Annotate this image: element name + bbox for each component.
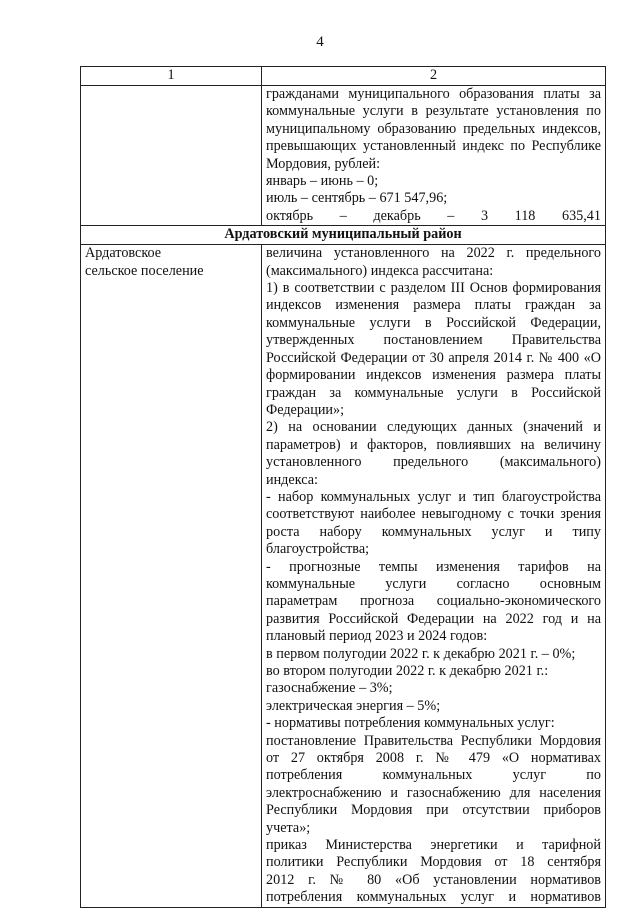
text-line: Мордовия, рублей: — [266, 155, 381, 172]
text-line: от 27 октября 2008 г. № 479 «О нормативах — [266, 750, 601, 767]
continuation-text-cell — [262, 86, 606, 226]
text-line: - нормативы потребления коммунальных услуг: — [266, 715, 555, 732]
text-line: развития Российской Федерации на 2022 год и на — [266, 610, 601, 627]
text-line: установленного предельного (максимального) — [266, 454, 601, 471]
column-number-2: 2 — [262, 67, 606, 86]
text-line: (максимального) индекса рассчитана: — [266, 262, 494, 279]
text-line: постановление Правительства Республики Мордовия — [266, 732, 601, 749]
entry-text-cell — [262, 245, 606, 907]
text-line: утвержденных постановлением Правительства — [266, 332, 601, 349]
text-line: 2012 г. № 80 «Об установлении нормативов — [266, 871, 601, 888]
text-line: муниципальному образованию предельных индексов, — [266, 120, 601, 137]
continuation-left-cell — [81, 86, 262, 226]
text-line: формировании индексов изменения размера платы — [266, 367, 601, 384]
table-row-entry — [81, 245, 606, 907]
text-line: гражданами муниципального образования платы за — [266, 86, 601, 102]
text-line: индекса: — [266, 471, 318, 488]
text-line: учета»; — [266, 819, 311, 836]
text-line: благоустройства; — [266, 541, 370, 558]
text-line: коммунальные услуги в результате установления по — [266, 103, 601, 120]
text-line: - набор коммунальных услуг и тип благоустройства — [266, 488, 601, 505]
text-line: величина установленного на 2022 г. предельного — [266, 245, 601, 262]
text-line: во втором полугодии 2022 г. к декабрю 2021 г.: — [266, 663, 549, 679]
text-line: роста набору коммунальных услуг и типу — [266, 523, 601, 540]
text-line: электрическая энергия – 5%; — [266, 697, 441, 714]
text-line: граждан за коммунальные услуги в Российской — [266, 384, 601, 401]
text-line: плановый период 2023 и 2024 годов: — [266, 628, 488, 645]
text-line: январь – июнь – 0; — [266, 173, 379, 190]
text-line: коммунальные услуги в Российской Федерации, — [266, 314, 601, 331]
text-line: соответствуют наиболее невыгодному с точки зрения — [266, 506, 601, 523]
text-line: параметрам прогноза социально-экономического — [266, 593, 601, 610]
text-line: индексов изменения размера платы граждан за — [266, 297, 601, 314]
text-line: июль – сентябрь – 671 547,96; — [266, 190, 448, 207]
text-line: политики Республики Мордовия от 18 сентября — [266, 854, 601, 871]
page-number: 4 — [316, 34, 324, 50]
table-header-row — [81, 67, 606, 86]
text-line: электроснабжению и газоснабжению для населения — [266, 784, 601, 801]
text-line: параметров) и факторов, повлиявших на величину — [266, 436, 601, 453]
document-table — [80, 66, 606, 908]
municipality-name-line: Ардатовское — [85, 245, 162, 262]
text-line: в первом полугодии 2022 г. к декабрю 2021 г. – 0%; — [266, 645, 576, 662]
text-line: Федерации»; — [266, 401, 345, 418]
text-line: октябрь – декабрь – 3 118 635,41 — [266, 207, 601, 224]
table-row-continuation — [81, 86, 606, 226]
text-line: Республики Мордовия при отсутствии приборов — [266, 802, 601, 819]
municipality-name-line: сельское поселение — [85, 262, 204, 279]
text-line: коммунальные услуги согласно основным — [266, 575, 601, 592]
section-header-row — [81, 226, 606, 245]
text-line: превышающих установленный индекс по Республике — [266, 138, 601, 155]
text-line: газоснабжение – 3%; — [266, 680, 393, 697]
text-line: - прогнозные темпы изменения тарифов на — [266, 558, 601, 575]
text-line: 2) на основании следующих данных (значений и — [266, 419, 601, 436]
column-number-1: 1 — [81, 67, 262, 86]
text-line: Российской Федерации от 30 апреля 2014 г. № 400 «О — [266, 349, 601, 366]
municipality-name-cell — [81, 245, 262, 907]
section-title: Ардатовский муниципальный район — [81, 226, 606, 245]
text-line: потребления коммунальных услуг и нормативов — [266, 889, 601, 906]
text-line: приказ Министерства энергетики и тарифной — [266, 837, 601, 854]
text-line: 1) в соответствии с разделом III Основ формирования — [266, 280, 601, 297]
text-line: потребления коммунальных услуг по — [266, 767, 601, 784]
